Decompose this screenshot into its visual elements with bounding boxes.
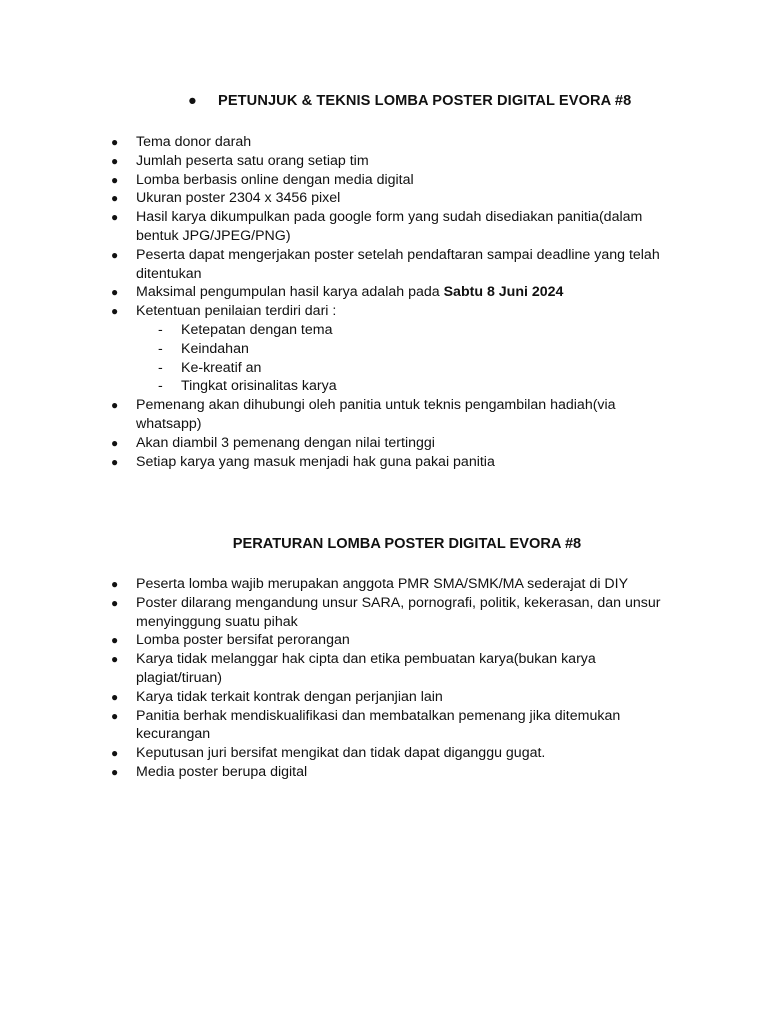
list-item: [0, 152, 684, 171]
list-item-text: Hasil karya dikumpulkan pada google form yang sudah disediakan panitia(dalam bentuk JPG/JPEG/PNG): [136, 209, 643, 244]
list-item-text: Peserta dapat mengerjakan poster setelah pendaftaran sampai deadline yang telah ditentukan: [136, 246, 660, 282]
bullet-icon: ●: [111, 210, 119, 225]
section1-heading: [188, 93, 631, 109]
list-item: [0, 763, 684, 782]
list-item: [0, 133, 684, 152]
list-item-text: Setiap karya yang masuk menjadi hak guna pakai panitia: [136, 453, 495, 470]
list-item: [0, 453, 684, 472]
criteria-text: Ketepatan dengan tema: [181, 321, 333, 338]
bullet-icon: ●: [111, 746, 119, 761]
section1-list: [0, 133, 768, 471]
list-item-text: Akan diambil 3 pemenang dengan nilai tertinggi: [136, 434, 435, 451]
criteria-text: Tingkat orisinalitas karya: [181, 378, 337, 395]
list-item: [0, 594, 684, 632]
bullet-icon: ●: [111, 304, 119, 319]
dash-icon: -: [158, 359, 163, 376]
bullet-icon: ●: [111, 247, 119, 262]
bullet-icon: ●: [111, 285, 119, 300]
section2-title: PERATURAN LOMBA POSTER DIGITAL EVORA #8: [232, 536, 582, 552]
list-item-text: Poster dilarang mengandung unsur SARA, pornografi, politik, kekerasan, dan unsur menyinggung suatu pihak: [136, 594, 661, 630]
list-item: [0, 189, 684, 208]
list-item: [0, 575, 684, 594]
dash-icon: -: [158, 378, 163, 395]
criteria-item: [136, 321, 661, 340]
bullet-icon: ●: [111, 689, 119, 704]
list-item-text: Panitia berhak mendiskualifikasi dan membatalkan pemenang jika ditemukan kecurangan: [136, 707, 621, 743]
list-item-text: Ukuran poster 2304 x 3456 pixel: [136, 190, 341, 207]
list-item-text: Karya tidak terkait kontrak dengan perjanjian lain: [136, 688, 443, 705]
list-item: [0, 434, 684, 453]
list-item-text: Jumlah peserta satu orang setiap tim: [136, 152, 369, 169]
criteria-item: [136, 377, 661, 396]
bullet-icon: ●: [111, 595, 119, 610]
list-item-text: Lomba poster bersifat perorangan: [136, 632, 350, 649]
list-item-text: Peserta lomba wajib merupakan anggota PMR SMA/SMK/MA sederajat di DIY: [136, 576, 629, 592]
deadline-date: Sabtu 8 Juni 2024: [443, 284, 564, 301]
bullet-icon: ●: [111, 652, 119, 667]
dash-icon: -: [158, 340, 163, 357]
bullet-icon: ●: [111, 633, 119, 648]
list-item-text: Keputusan juri bersifat mengikat dan tidak dapat diganggu gugat.: [136, 745, 546, 762]
bullet-icon: ●: [111, 172, 119, 187]
list-item: [0, 707, 684, 745]
list-item: [0, 171, 684, 190]
bullet-icon: ●: [111, 577, 119, 591]
criteria-text: Keindahan: [181, 340, 249, 357]
list-item: [0, 396, 684, 434]
list-item-text: Media poster berupa digital: [136, 763, 308, 780]
criteria-item: [136, 359, 661, 378]
list-item: [0, 688, 684, 707]
list-item-text: Ketentuan penilaian terdiri dari :: [136, 303, 337, 320]
criteria-list: [136, 321, 684, 396]
list-item-text: Tema donor darah: [136, 134, 252, 150]
bullet-icon: ●: [111, 454, 119, 469]
list-item: [0, 650, 684, 688]
criteria-text: Ke-kreatif an: [181, 359, 262, 376]
bullet-icon: ●: [111, 435, 119, 450]
bullet-icon: ●: [111, 708, 119, 723]
list-item: [0, 631, 684, 650]
criteria-item: [136, 340, 661, 359]
list-item: [0, 302, 684, 396]
list-item: [0, 246, 684, 284]
bullet-icon: ●: [111, 135, 119, 149]
bullet-icon: ●: [111, 153, 119, 168]
section1-title: PETUNJUK & TEKNIS LOMBA POSTER DIGITAL EVORA #8: [218, 93, 632, 109]
section2-list: [0, 575, 768, 782]
list-item-text: Lomba berbasis online dengan media digital: [136, 171, 414, 188]
list-item: [0, 744, 684, 763]
dash-icon: -: [158, 321, 163, 338]
list-item-text: Karya tidak melanggar hak cipta dan etika pembuatan karya(bukan karya plagiat/tiruan): [136, 651, 596, 686]
bullet-icon: ●: [111, 764, 119, 779]
heading-bullet: ●: [188, 93, 197, 109]
list-item-text: Pemenang akan dihubungi oleh panitia untuk teknis pengambilan hadiah(via whatsapp): [136, 397, 616, 432]
bullet-icon: ●: [111, 398, 119, 413]
bullet-icon: ●: [111, 191, 119, 206]
list-item-text: Maksimal pengumpulan hasil karya adalah pada: [136, 284, 444, 301]
list-item: [0, 208, 684, 246]
list-item: [0, 283, 684, 302]
